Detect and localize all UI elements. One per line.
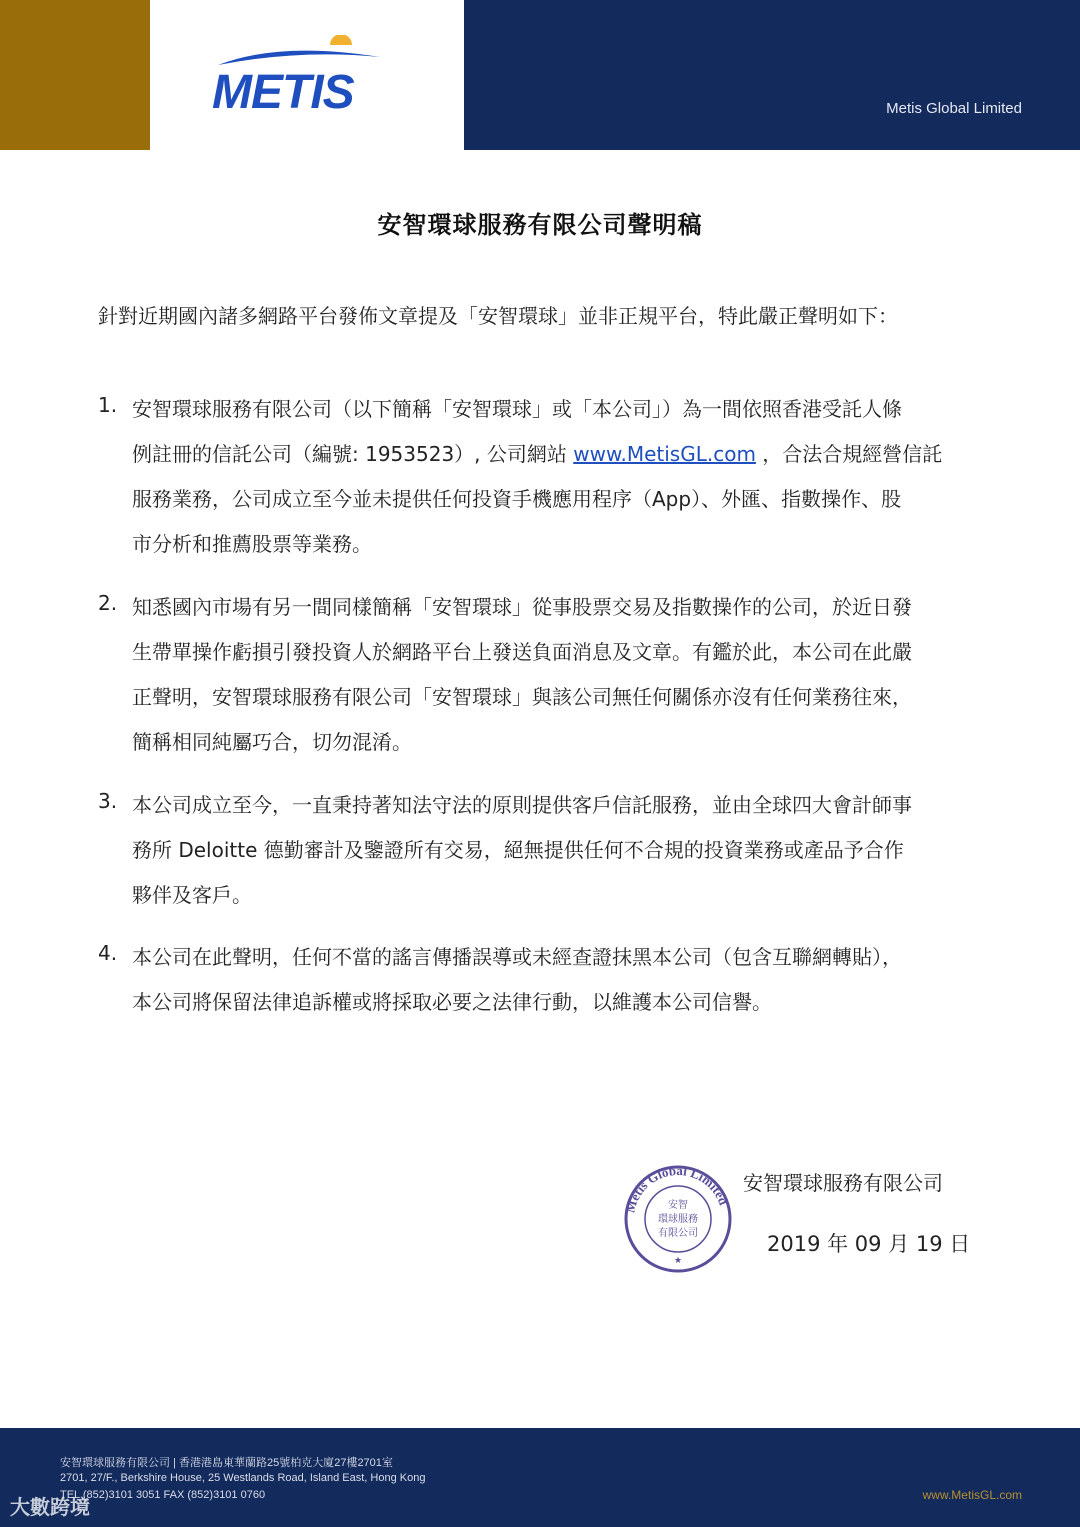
metis-logo xyxy=(210,35,390,115)
item-line: 本公司在此聲明，任何不當的謠言傳播誤導或未經查證抹黑本公司（包含互聯網轉貼）， xyxy=(132,945,902,969)
item-line: 本公司將保留法律追訴權或將採取必要之法律行動，以維護本公司信譽。 xyxy=(132,990,772,1014)
item-line: 正聲明，安智環球服務有限公司「安智環球」與該公司無任何關係亦沒有任何業務往來， xyxy=(132,685,912,709)
company-name-en: Metis Global Limited xyxy=(886,100,1022,117)
logo-area xyxy=(150,0,464,150)
signature-company: 安智環球服務有限公司 xyxy=(743,1171,943,1195)
item-line: 市分析和推薦股票等業務。 xyxy=(132,532,372,556)
item-line: 務所 Deloitte 德勤審計及鑒證所有交易，絕無提供任何不合規的投資業務或產品予合作 xyxy=(132,838,904,862)
signature-date: 2019 年 09 月 19 日 xyxy=(767,1232,971,1256)
svg-text:★: ★ xyxy=(673,1256,683,1266)
watermark-text: 大數跨境 xyxy=(10,1495,90,1519)
page-footer xyxy=(0,1428,1080,1527)
website-link[interactable]: www.MetisGL.com xyxy=(573,442,756,466)
footer-website[interactable]: www.MetisGL.com xyxy=(922,1488,1022,1502)
item-line: 服務業務，公司成立至今並未提供任何投資手機應用程序（App）、外匯、指數操作、股 xyxy=(132,487,902,511)
footer-address-en: 2701, 27/F., Berkshire House, 25 Westlands Road, Island East, Hong Kong xyxy=(60,1472,426,1484)
item-line: 夥伴及客戶。 xyxy=(132,883,252,907)
page-header xyxy=(0,0,1080,150)
header-navy-block xyxy=(464,0,1080,150)
header-gold-block xyxy=(0,0,150,150)
footer-contact: TEL (852)3101 3051 FAX (852)3101 0760 xyxy=(60,1489,266,1501)
item-number: 1. xyxy=(98,393,118,417)
item-line: 知悉國內市場有另一間同樣簡稱「安智環球」從事股票交易及指數操作的公司，於近日發 xyxy=(132,595,912,619)
logo-text: METIS xyxy=(212,66,354,115)
item-line xyxy=(132,438,942,467)
item-number: 2. xyxy=(98,591,118,615)
intro-paragraph: 針對近期國內諸多網路平台發佈文章提及「安智環球」並非正規平台，特此嚴正聲明如下： xyxy=(98,304,898,328)
document-title: 安智環球服務有限公司聲明稿 xyxy=(377,211,703,239)
footer-address-zh: 安智環球服務有限公司 | 香港港島東華蘭路25號柏克大廈27樓2701室 xyxy=(60,1457,393,1469)
seal-outer-text: Metis Global Limited xyxy=(622,1163,732,1215)
seal-inner-text: 有限公司 xyxy=(658,1228,698,1239)
item-line: 本公司成立至今，一直秉持著知法守法的原則提供客戶信託服務，並由全球四大會計師事 xyxy=(132,793,912,817)
item-number: 3. xyxy=(98,789,118,813)
item-line: 簡稱相同純屬巧合，切勿混淆。 xyxy=(132,730,412,754)
item-line: 生帶單操作虧損引發投資人於網路平台上發送負面消息及文章。有鑑於此，本公司在此嚴 xyxy=(132,640,912,664)
seal-inner-text: 環球服務 xyxy=(658,1214,698,1225)
seal-inner-text: 安智 xyxy=(668,1200,688,1211)
item-line: 安智環球服務有限公司（以下簡稱「安智環球」或「本公司」）為一間依照香港受託人條 xyxy=(132,397,902,421)
item-number: 4. xyxy=(98,941,118,965)
item-line-text: 例註冊的信託公司（編號: 1953523）, 公司網站 xyxy=(132,442,567,466)
company-seal xyxy=(622,1163,734,1275)
item-line-text: ，合法合規經營信託 xyxy=(762,442,943,466)
